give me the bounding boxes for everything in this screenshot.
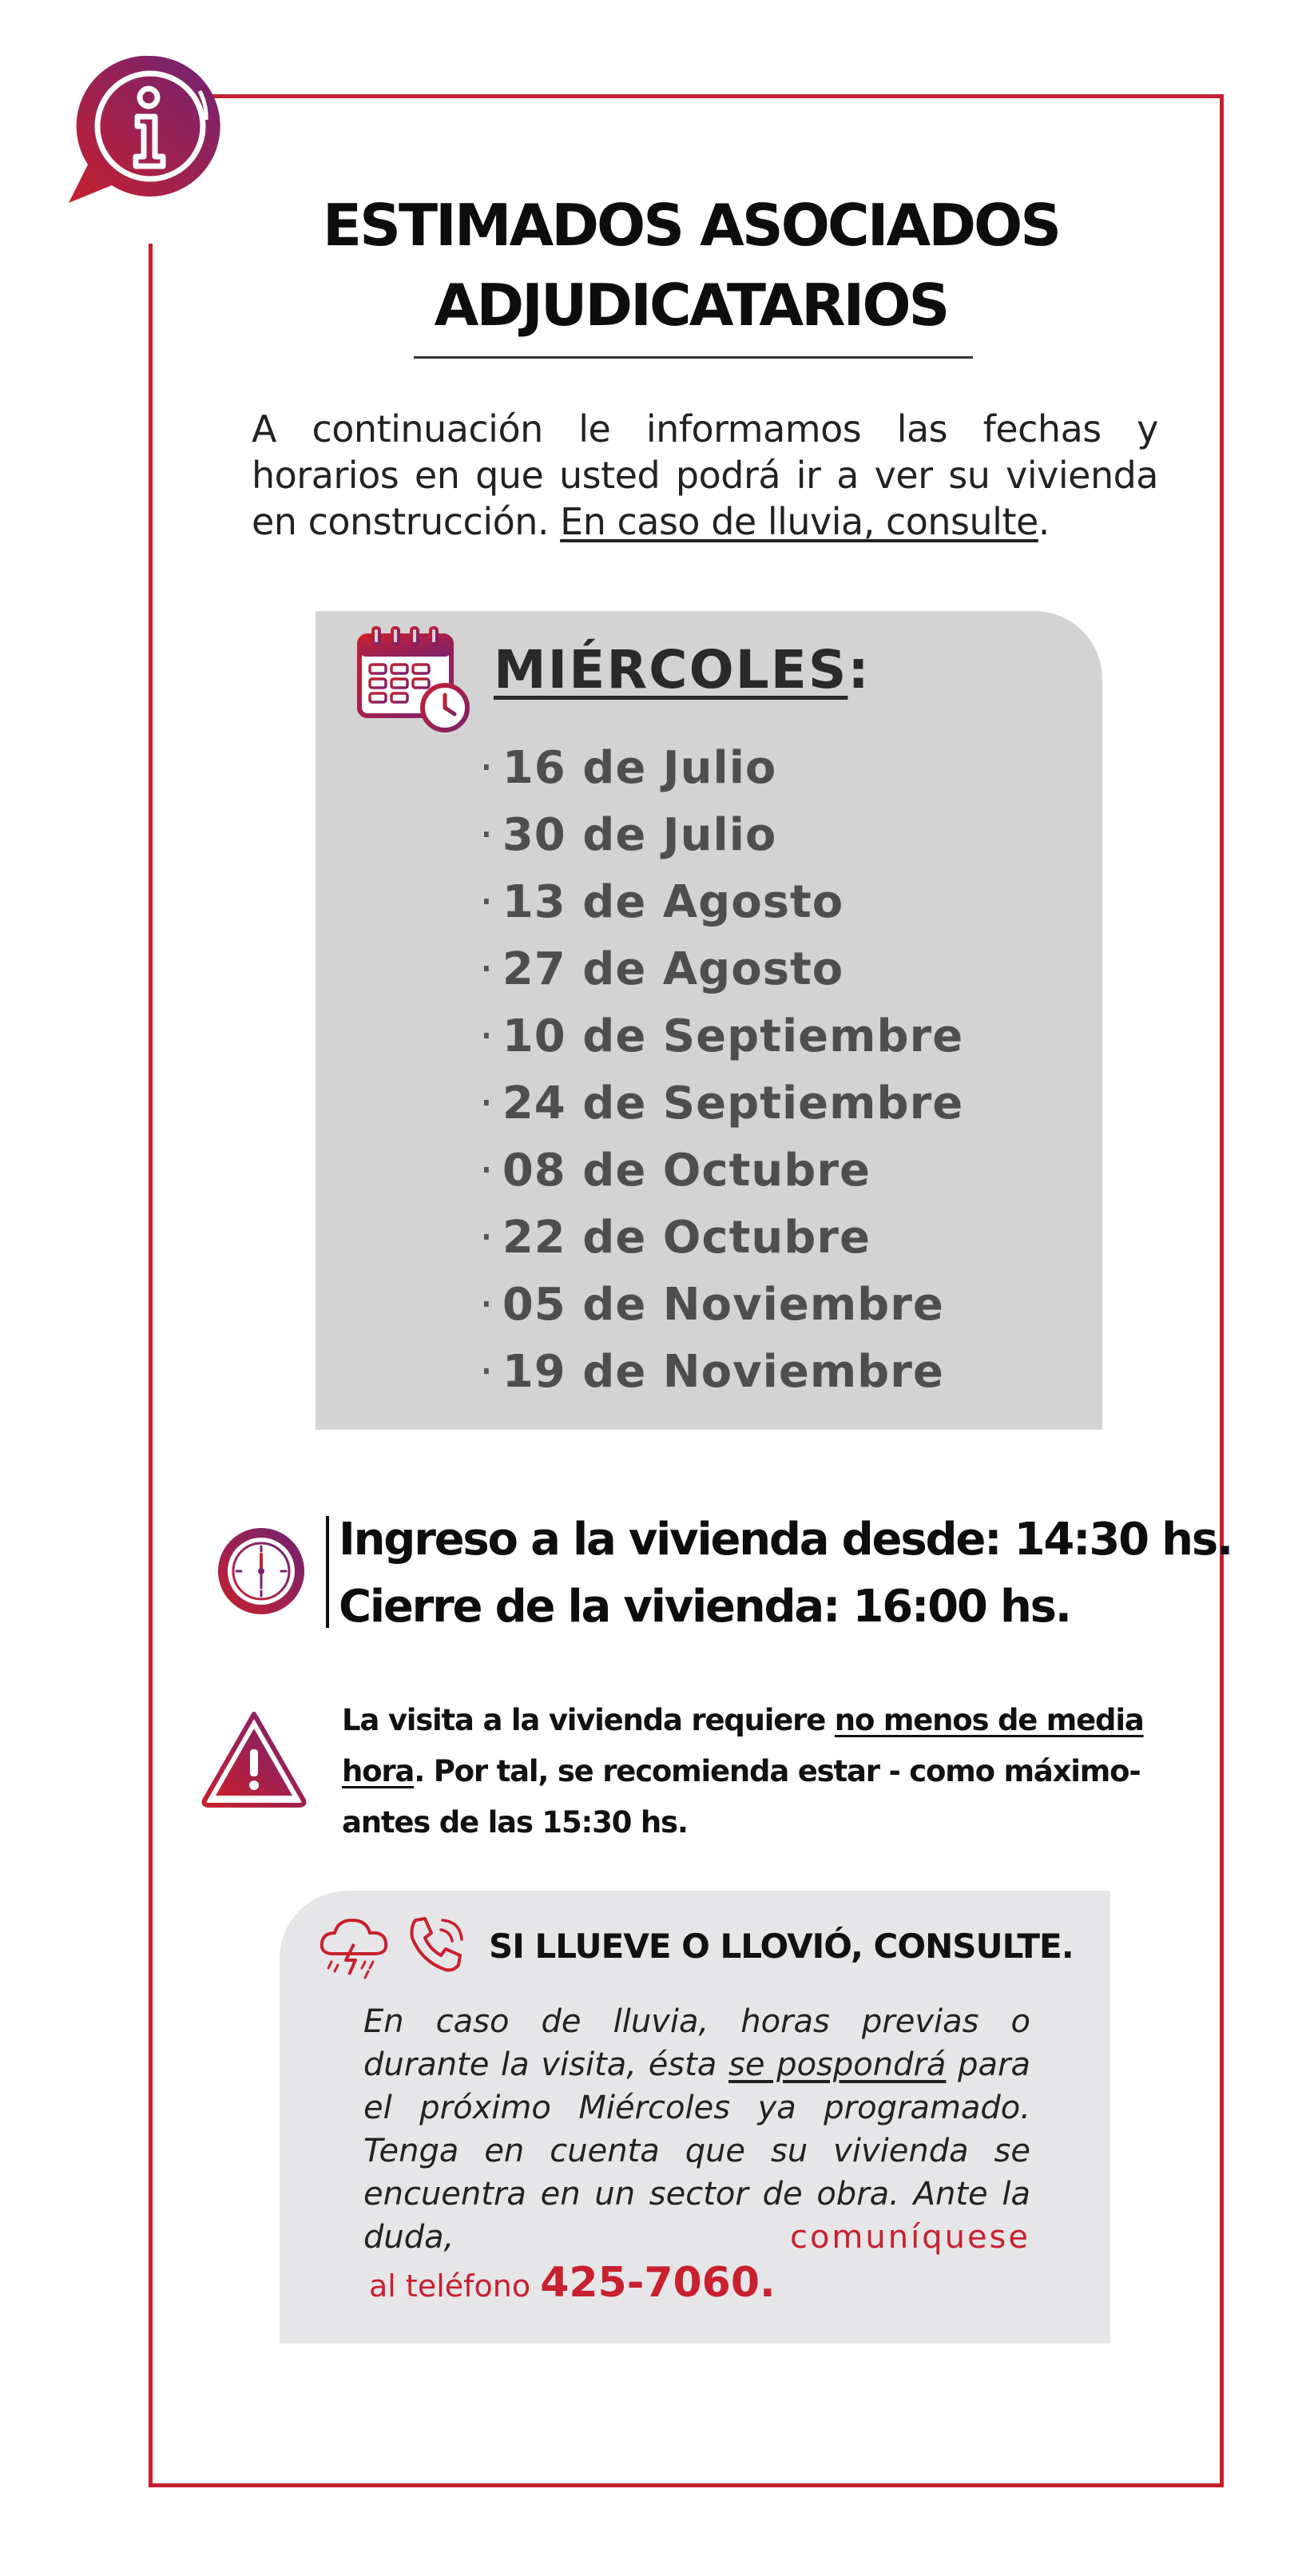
- warning-emphasis: no menos de media hora: [342, 1703, 1144, 1788]
- entry-time: Ingreso a la vivienda desde: 14:30 hs.: [339, 1514, 1233, 1566]
- bullet: ·: [479, 1346, 494, 1398]
- list-item: [479, 1003, 963, 1070]
- warning-text-1: La visita a la vivienda requiere: [342, 1703, 835, 1737]
- list-item: [479, 802, 963, 869]
- title-line-2: ADJUDICATARIOS: [434, 272, 948, 339]
- date-text: 10 de Septiembre: [502, 1010, 964, 1062]
- rain-notice-body: [363, 2000, 1030, 2259]
- clock-icon: [214, 1524, 308, 1618]
- date-text: 13 de Agosto: [502, 876, 844, 928]
- intro-paragraph: [252, 406, 1158, 545]
- visit-hours: [339, 1506, 1232, 1641]
- phone-line: [369, 2259, 776, 2307]
- list-item: [479, 1272, 963, 1339]
- bullet: ·: [479, 943, 494, 995]
- title-line-1: ESTIMADOS ASOCIADOS: [322, 192, 1060, 259]
- bullet: ·: [479, 876, 494, 928]
- rain-notice-title: SI LLUEVE O LLOVIÓ, CONSULTE.: [489, 1927, 1074, 1966]
- visit-duration-warning: [342, 1695, 1173, 1848]
- weekday-heading: [494, 639, 871, 701]
- weekday-name: MIÉRCOLES: [494, 639, 848, 701]
- weekday-colon: :: [847, 639, 871, 701]
- storm-icon: [316, 1911, 391, 1987]
- time-divider: [326, 1516, 329, 1628]
- bullet: ·: [479, 742, 494, 794]
- date-text: 24 de Septiembre: [502, 1078, 964, 1129]
- rain-text-2: para el próximo Miércoles ya programado. Tenga en cuenta que su vivienda se encuentra en un sector de obra. Ante la duda,: [363, 2046, 1030, 2256]
- date-text: 22 de Octubre: [502, 1212, 871, 1264]
- date-text: 19 de Noviembre: [502, 1346, 944, 1398]
- rain-text-1: En caso de lluvia, horas previas o durante la visita, ésta: [363, 2003, 1030, 2083]
- phone-icon: [404, 1912, 470, 1978]
- date-text: 27 de Agosto: [502, 943, 844, 995]
- intro-end: .: [1038, 500, 1050, 543]
- date-text: 05 de Noviembre: [502, 1279, 944, 1331]
- intro-text: A continuación le informamos las fechas y horarios en que usted podrá ir a ver su vivienda en construcción.: [252, 407, 1158, 543]
- rain-contact: comuníquese: [789, 2219, 1030, 2256]
- bullet: ·: [479, 1010, 494, 1062]
- list-item: [479, 1339, 963, 1406]
- bullet: ·: [479, 809, 494, 861]
- title-divider: [414, 356, 973, 359]
- page-title: [240, 185, 1142, 345]
- bullet: ·: [479, 1078, 494, 1129]
- list-item: [479, 1137, 963, 1205]
- bullet: ·: [479, 1145, 494, 1197]
- date-text: 16 de Julio: [502, 742, 777, 794]
- rain-postpone: se pospondrá: [728, 2046, 947, 2083]
- list-item: [479, 1070, 963, 1137]
- bullet: ·: [479, 1279, 494, 1331]
- closing-time: Cierre de la vivienda: 16:00 hs.: [339, 1581, 1070, 1633]
- warning-text-2: . Por tal, se recomienda estar - como máximo- antes de las 15:30 hs.: [342, 1754, 1141, 1840]
- date-text: 08 de Octubre: [502, 1145, 871, 1197]
- intro-rain-note: En caso de lluvia, consulte: [560, 500, 1038, 543]
- phone-prefix: al teléfono: [369, 2268, 541, 2304]
- list-item: [479, 1205, 963, 1272]
- phone-number: 425-7060.: [540, 2259, 776, 2307]
- bullet: ·: [479, 1212, 494, 1264]
- date-text: 30 de Julio: [502, 809, 777, 861]
- list-item: [479, 869, 963, 936]
- calendar-clock-icon: [355, 625, 471, 736]
- list-item: [479, 936, 963, 1003]
- visit-dates-list: [479, 735, 963, 1406]
- info-icon: [62, 46, 238, 214]
- list-item: [479, 735, 963, 802]
- warning-icon: [201, 1709, 307, 1808]
